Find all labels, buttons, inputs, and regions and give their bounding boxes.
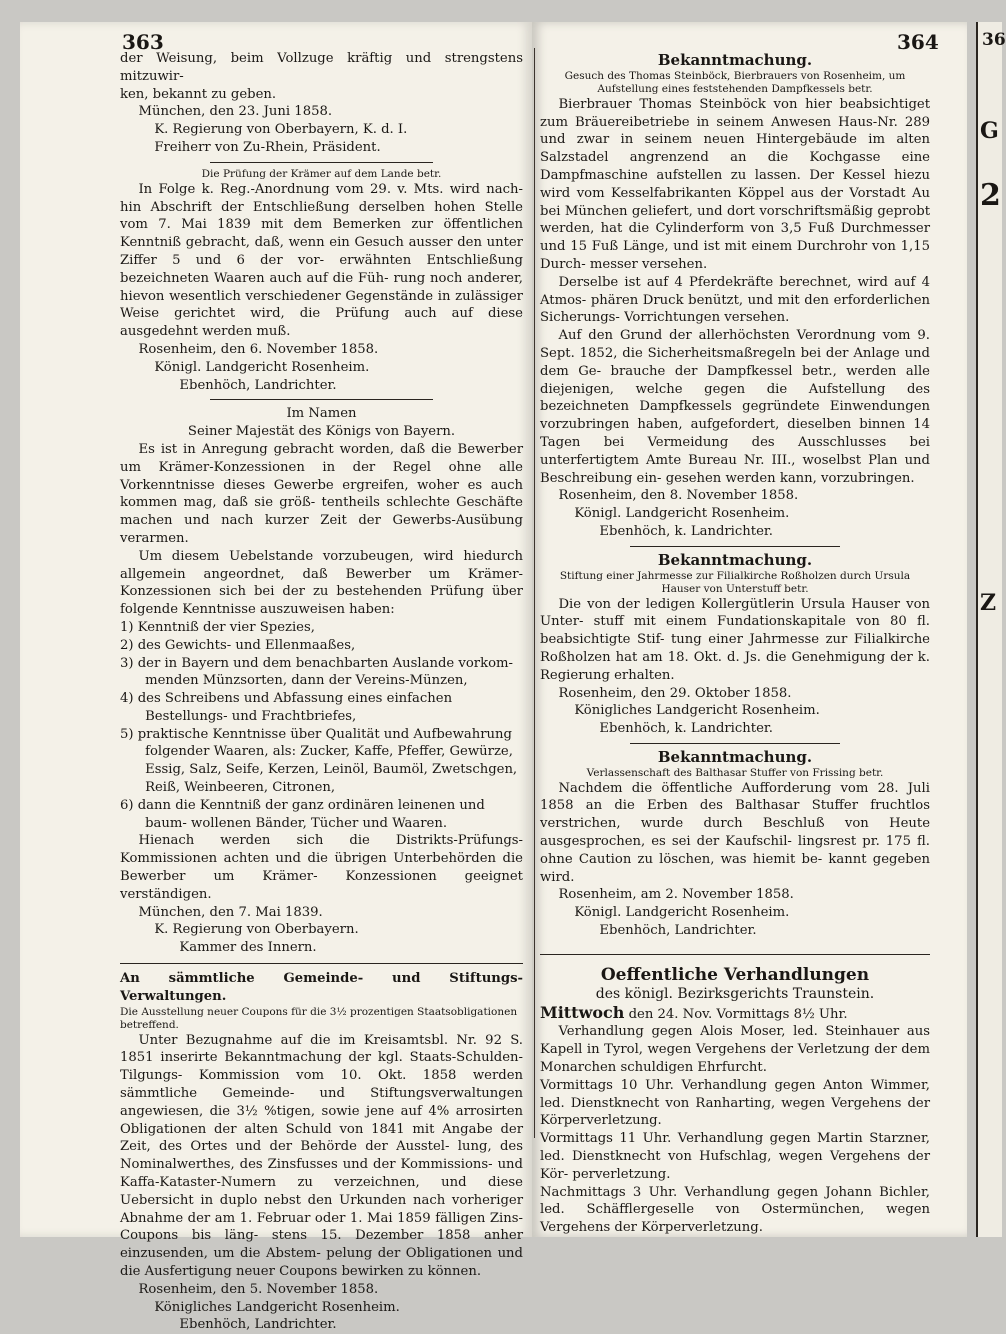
notice-2-date: Rosenheim, den 29. Oktober 1858. (558, 685, 792, 701)
article-2-heading-1: Im Namen (286, 406, 357, 422)
notice-3-signature-2: Ebenhöch, Landrichter. (599, 923, 757, 939)
notice-1-subtitle: Gesuch des Thomas Steinböck, Bierbrauers von Rosenheim, um Aufstellung eines feststehenden Dampfkessels betr. (564, 69, 906, 95)
notice-3-date: Rosenheim, am 2. November 1858. (558, 887, 794, 903)
separator (540, 954, 930, 955)
court-entry-3: Vormittags 11 Uhr. Verhandlung gegen Martin Starzner, led. Dienstknecht von Hufschlag, wegen Vergehens der Kör- perverletzung. (540, 1131, 930, 1182)
list-item-3: 3) der in Bayern und dem benachbarten Auslande vorkom- menden Münzsorten, dann der Vereins-Münzen, (120, 655, 513, 689)
article-2-paragraph-2: Um diesem Uebelstande vorzubeugen, wird hiedurch allgemein angeordnet, daß Bewerber um Krämer-Konzessionen sich bei der zu bestehenden Prüfung über folgende Kenntnisse auszuweisen haben: (120, 548, 523, 618)
article-3-body: Unter Bezugnahme auf die im Kreisamtsbl. Nr. 92 S. 1851 inserirte Bekanntmachung der kgl. Staats-Schulden-Tilgungs- Kommission vom 10. Okt. 1858 werden sämmtliche Gemeinde- und Stiftungsverwaltungen angewiesen, die 3½ %tigen, sowie jene auf 4% arrosirten Obligationen der alten Schuld von 1841 mit Angabe der Zeit, des Ortes und der Behörde der Ausstel- lung, des Nominalwerthes, des Zinsfusses und der Kommissions- und Kaffa-Kataster-Numern zu verzeichnen, und diese Uebersicht in duplo nebst den Urkunden nach vorheriger Abnahme der am 1. Februar oder 1. Mai 1859 fälligen Zins-Coupons bis läng- stens 15. Dezember 1858 anher einzusenden, um die Abstem- pelung der Obligationen und die Ausfertigung neuer Coupons bewirken zu können. (120, 1032, 523, 1279)
list-item-6: 6) dann die Kenntniß der ganz ordinären leinenen und baum- wollenen Bänder, Tücher und Waaren. (120, 797, 485, 831)
notice-3-paragraph: Nachdem die öffentliche Aufforderung vom 28. Juli 1858 an die Erben des Balthasar Stuffer fruchtlos verstrichen, wurde durch Beschluß von Heute ausgesprochen, es sei der Kaufschil- lingsrest pr. 175 fl. ohne Caution zu löschen, was hiemit be- kannt gegeben wird. (540, 780, 930, 885)
article-3-signature-2: Ebenhöch, Landrichter. (179, 1317, 337, 1333)
separator (630, 546, 840, 547)
list-item-2: 2) des Gewichts- und Ellenmaaßes, (120, 637, 356, 653)
edge-glyph-3: Z (980, 590, 997, 616)
court-day: Mittwoch (540, 1002, 625, 1022)
page-number-edge: 36 (982, 30, 1006, 50)
cont-signature-2: Freiherr von Zu-Rhein, Präsident. (154, 139, 381, 155)
cont-date: München, den 23. Juni 1858. (138, 104, 333, 120)
article-1-body: In Folge k. Reg.-Anordnung vom 29. v. Mts. wird nach- hin Abschrift der Entschließung derselben hohen Stelle vom 7. Mai 1839 mit dem Bemerken zur öffentlichen Kenntniß gebracht, daß, wenn ein Gesuch ausser den unter Ziffer 5 und 6 der vor- erwähnten Entschließung bezeichneten Waaren auch auf die Füh- rung noch anderer, hievon wesentlich verschiedener Gegenstände in zulässiger Weise gerichtet wird, die Prüfung auch auf diese ausgedehnt werden muß. (120, 181, 523, 340)
court-day-time: den 24. Nov. Vormittags 8½ Uhr. (624, 1006, 848, 1022)
article-1-title: Die Prüfung der Krämer auf dem Lande betr. (201, 167, 442, 180)
notice-2-paragraph: Die von der ledigen Kollergütlerin Ursula Hauser von Unter- stuff mit einem Fundationskapitale von 80 fl. beabsichtigte Stif- tung einer Jahrmesse zur Filialkirche Roßholzen hat am 18. Okt. d. Js. die Genehmigung der k. Regierung erhalten. (540, 596, 930, 683)
article-2-signature-2: Kammer des Innern. (179, 940, 317, 956)
notice-2-signature-2: Ebenhöch, k. Landrichter. (599, 721, 773, 737)
notice-1-paragraph-2: Derselbe ist auf 4 Pferdekräfte berechnet, wird auf 4 Atmos- phären Druck benützt, und mit den erforderlichen Sicherungs- Vorrichtungen versehen. (540, 274, 930, 326)
notice-1-paragraph-3: Auf den Grund der allerhöchsten Verordnung vom 9. Sept. 1852, die Sicherheitsmaßregeln bei der Anlage und dem Ge- brauche der Dampfkessel betr., werden alle diejenigen, welche gegen die Aufstellung des bezeichneten Dampfkessels gegründete Einwendungen vorzubringen haben, aufgefordert, dieselben binnen 14 Tagen bei Vermeidung des Ausschlusses bei unterfertigtem Amte Bureau Nr. III., woselbst Plan und Beschreibung ein- gesehen werden kann, vorzubringen. (540, 328, 930, 486)
left-column (120, 50, 523, 1334)
article-2-heading-2: Seiner Majestät des Königs von Bayern. (187, 424, 456, 440)
column-divider (534, 48, 535, 1138)
court-entry-2: Vormittags 10 Uhr. Verhandlung gegen Anton Wimmer, led. Dienstknecht von Ranharting, wegen Vergehens der Körperverletzung. (540, 1077, 930, 1129)
edge-glyph-2: 2 (980, 178, 1001, 213)
article-2-paragraph-3: Hienach werden sich die Distrikts-Prüfungs-Kommissionen achten und die übrigen Unterbehörden die Bewerber um Krämer- Konzessionen geeignet verständigen. (120, 833, 523, 902)
notice-3-heading: Bekanntmachung. (657, 747, 813, 766)
article-2-signature-1: K. Regierung von Oberbayern. (154, 922, 359, 938)
notice-1-paragraph-1: Bierbrauer Thomas Steinböck von hier beabsichtiget zum Bräuereibetriebe in seinem Anwesen Haus-Nr. 289 und zwar in seinem neuen Hintergebäude im alten Salzstadel angrenzend an die Kochgasse eine Dampfmaschine aufstellen zu lassen. Der Kessel hiezu wird vom Kesselfabrikanten Köppel aus der Vorstadt Au bei München geliefert, und dort vorschriftsmäßig geprobt werden, hat die Cylinderform von 3,5 Fuß Durchmesser und 15 Fuß Länge, und ist mit einem Durchrohr von 1,15 Durch- messer versehen. (540, 96, 930, 272)
separator (120, 963, 523, 964)
article-1-date: Rosenheim, den 6. November 1858. (138, 341, 379, 357)
page-number-right: 364 (897, 30, 939, 54)
court-entry-4: Nachmittags 3 Uhr. Verhandlung gegen Johann Bichler, led. Schäfflergeselle von Ostermünchen, wegen Vergehens der Körperverletzung. (540, 1184, 930, 1236)
edge-glyph-1: G (980, 118, 999, 144)
article-3-title: An sämmtliche Gemeinde- und Stiftungs-Verwaltungen. (120, 971, 523, 1004)
notice-3-signature-1: Königl. Landgericht Rosenheim. (574, 905, 790, 921)
list-item-1: 1) Kenntniß der vier Spezies, (120, 619, 315, 635)
list-item-4: 4) des Schreibens und Abfassung eines einfachen Bestellungs- und Frachtbriefes, (120, 691, 453, 724)
article-3-date: Rosenheim, den 5. November 1858. (138, 1281, 379, 1297)
separator (210, 399, 433, 400)
notice-1-heading: Bekanntmachung. (657, 51, 813, 69)
article-3-signature-1: Königliches Landgericht Rosenheim. (154, 1299, 400, 1315)
notice-2-subtitle: Stiftung einer Jahrmesse zur Filialkirche Roßholzen durch Ursula Hauser von Unterstuff betr. (559, 569, 911, 595)
separator (630, 743, 840, 744)
article-1-signature-1: Königl. Landgericht Rosenheim. (154, 359, 370, 375)
notice-1-signature-2: Ebenhöch, k. Landrichter. (599, 523, 773, 539)
notice-2-heading: Bekanntmachung. (657, 550, 813, 569)
court-heading-2: des königl. Bezirksgerichts Traunstein. (595, 985, 875, 1002)
cont-line-1: der Weisung, beim Vollzuge kräftig und strengstens mitzuwir- (120, 51, 523, 84)
cont-signature-1: K. Regierung von Oberbayern, K. d. I. (154, 122, 408, 138)
right-column (540, 50, 930, 1237)
notice-1-signature-1: Königl. Landgericht Rosenheim. (574, 506, 790, 522)
court-entry-1: Verhandlung gegen Alois Moser, led. Steinhauer aus Kapell in Tyrol, wegen Vergehens der Verletzung der dem Monarchen schuldigen Ehrfurcht. (540, 1024, 930, 1076)
article-2-date: München, den 7. Mai 1839. (138, 904, 323, 920)
article-1-signature-2: Ebenhöch, Landrichter. (179, 377, 337, 393)
page-number-left: 363 (122, 30, 164, 54)
list-item-5: 5) praktische Kenntnisse über Qualität und Aufbewahrung folgender Waaren, als: Zucker, Kaffe, Pfeffer, Gewürze, Essig, Salz, Seife, Kerzen, Leinöl, Baumöl, Zwetschgen, Reiß, Weinbeeren, Citronen, (120, 726, 518, 796)
cont-line-2: ken, bekannt zu geben. (120, 86, 277, 102)
notice-3-subtitle: Verlassenschaft des Balthasar Stuffer von Frissing betr. (586, 766, 884, 779)
separator (210, 162, 433, 163)
notice-1-date: Rosenheim, den 8. November 1858. (558, 488, 799, 504)
notice-2-signature-1: Königliches Landgericht Rosenheim. (574, 703, 820, 719)
court-heading-1: Oeffentliche Verhandlungen (600, 964, 870, 985)
article-2-paragraph-1: Es ist in Anregung gebracht worden, daß die Bewerber um Krämer-Konzessionen in der Regel ohne alle Vorkenntnisse dieses Gewerbe ergreifen, woher es auch kommen mag, daß sie größ- tentheils schlechte Geschäfte machen und nach kurzer Zeit der Gewerbs-Ausübung verarmen. (120, 441, 523, 546)
article-3-subtitle: Die Ausstellung neuer Coupons für die 3½ prozentigen Staatsobligationen betreffend. (120, 1005, 518, 1031)
